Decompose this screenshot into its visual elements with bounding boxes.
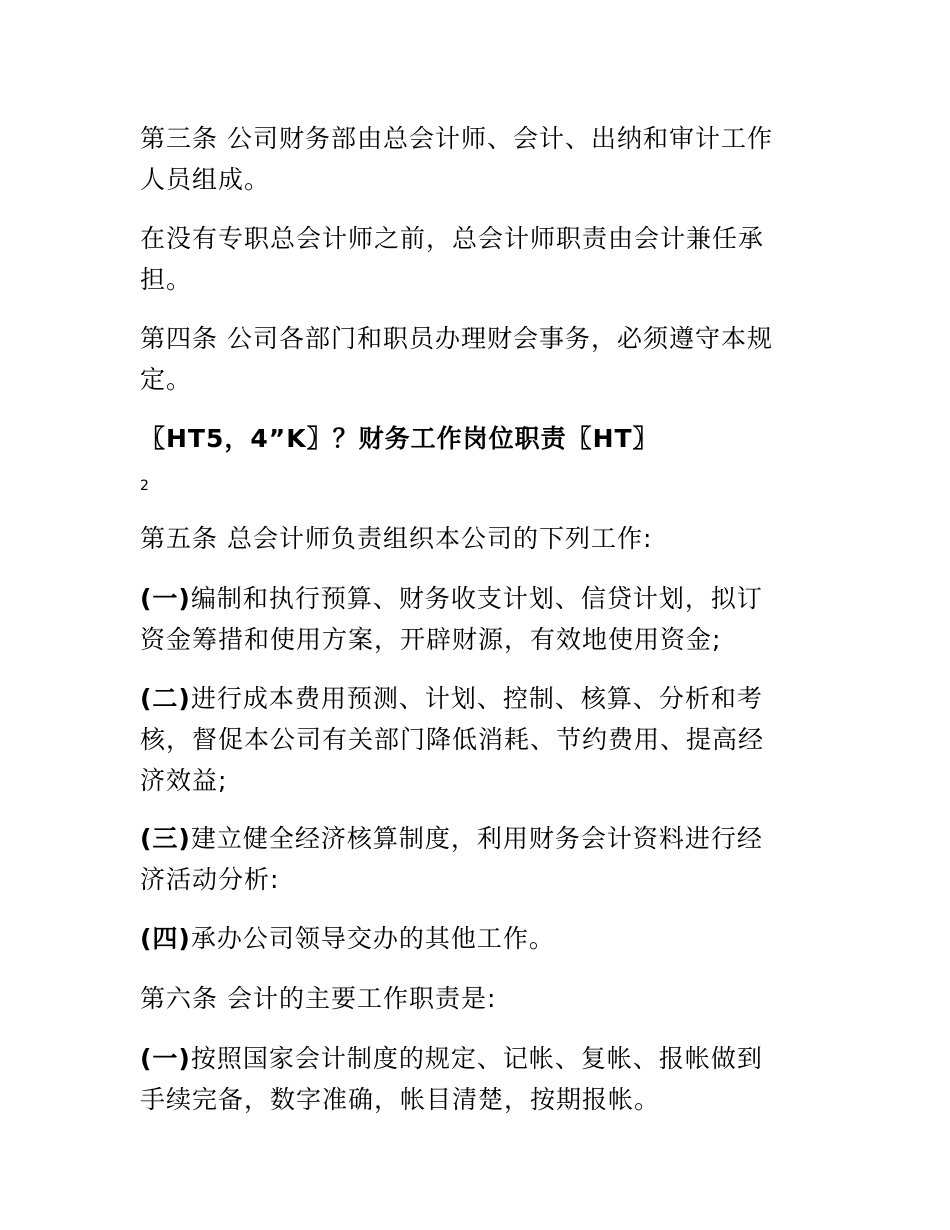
section-heading (140, 418, 820, 459)
item-prefix: (一) (140, 584, 191, 613)
text-line: 济活动分析: (140, 865, 280, 894)
paragraph-chief-accountant-note (140, 218, 820, 300)
text-line: 进行成本费用预测、计划、控制、核算、分析和考 (190, 684, 763, 713)
item-prefix: (二) (140, 684, 191, 713)
item-prefix: (三) (140, 824, 191, 853)
paragraph-item-1 (140, 578, 820, 660)
text-line: 承办公司领导交办的其他工作。 (190, 924, 555, 953)
text-line: 按照国家会计制度的规定、记帐、复帐、报帐做到 (190, 1044, 763, 1073)
text-line: 人员组成。 (140, 165, 271, 194)
paragraph-item-2 (140, 678, 820, 801)
paragraph-item-4 (140, 918, 820, 959)
paragraph-item-3 (140, 818, 820, 900)
text-line: 第四条 公司各部门和职员办理财会事务，必须遵守本规 (140, 324, 773, 353)
item-prefix: (一) (140, 1044, 191, 1073)
page-number: 2 (140, 478, 149, 494)
text-line: 定。 (140, 365, 193, 394)
text-line: 第六条 会计的主要工作职责是: (140, 984, 497, 1013)
text-line: 担。 (140, 265, 193, 294)
text-line: 资金筹措和使用方案，开辟财源，有效地使用资金; (140, 625, 722, 654)
paragraph-article-6 (140, 978, 820, 1019)
item-prefix: (四) (140, 924, 191, 953)
paragraph-article-6-item-1 (140, 1038, 820, 1120)
text-line: 第五条 总会计师负责组织本公司的下列工作: (140, 524, 653, 553)
text-line: 核，督促本公司有关部门降低消耗、节约费用、提高经 (140, 725, 765, 754)
paragraph-article-3 (140, 118, 820, 200)
section-heading-text: 〖HT5，4”K〗？财务工作岗位职责〖HT〗 (140, 424, 659, 453)
text-line: 编制和执行预算、财务收支计划、信贷计划，拟订 (190, 584, 763, 613)
text-line: 在没有专职总会计师之前，总会计师职责由会计兼任承 (140, 224, 765, 253)
paragraph-article-4 (140, 318, 820, 400)
text-line: 手续完备，数字准确，帐目清楚，按期报帐。 (140, 1085, 661, 1114)
paragraph-article-5 (140, 518, 820, 559)
text-line: 建立健全经济核算制度，利用财务会计资料进行经 (190, 824, 763, 853)
text-line: 济效益; (140, 766, 228, 795)
text-line: 第三条 公司财务部由总会计师、会计、出纳和审计工作 (140, 124, 773, 153)
